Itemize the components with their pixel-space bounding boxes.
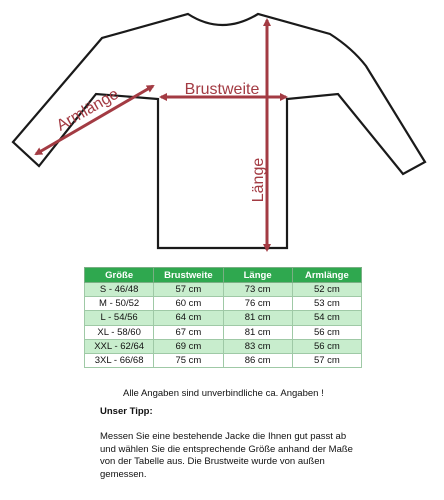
disclaimer-note: Alle Angaben sind unverbindliche ca. Angaben ! — [123, 388, 324, 399]
table-row — [85, 297, 362, 311]
table-cell: 81 cm — [223, 311, 292, 325]
table-cell: 67 cm — [154, 325, 223, 339]
table-cell: 81 cm — [223, 325, 292, 339]
table-row — [85, 325, 362, 339]
header-brustweite: Brustweite — [154, 268, 223, 283]
table-cell: 56 cm — [292, 339, 361, 353]
table-cell: 60 cm — [154, 297, 223, 311]
table-cell: 73 cm — [223, 283, 292, 297]
header-armlaenge: Armlänge — [292, 268, 361, 283]
table-cell: 69 cm — [154, 339, 223, 353]
table-cell: 86 cm — [223, 353, 292, 367]
table-cell: 83 cm — [223, 339, 292, 353]
table-cell: 75 cm — [154, 353, 223, 367]
table-cell: 57 cm — [292, 353, 361, 367]
laenge-label: Länge — [250, 157, 267, 203]
brustweite-label: Brustweite — [184, 81, 260, 98]
table-row — [85, 339, 362, 353]
table-row — [85, 353, 362, 367]
table-header-row — [85, 268, 362, 283]
table-cell: L - 54/56 — [85, 311, 154, 325]
armlaenge-label: Armlänge — [53, 85, 122, 135]
table-cell: 57 cm — [154, 283, 223, 297]
table-cell: 76 cm — [223, 297, 292, 311]
size-table — [84, 267, 362, 368]
table-cell: S - 46/48 — [85, 283, 154, 297]
table-cell: XL - 58/60 — [85, 325, 154, 339]
table-cell: 53 cm — [292, 297, 361, 311]
table-cell: 56 cm — [292, 325, 361, 339]
table-cell: 52 cm — [292, 283, 361, 297]
table-row — [85, 311, 362, 325]
table-cell: 54 cm — [292, 311, 361, 325]
table-cell: M - 50/52 — [85, 297, 154, 311]
table-cell: XXL - 62/64 — [85, 339, 154, 353]
header-laenge: Länge — [223, 268, 292, 283]
tip-heading: Unser Tipp: — [100, 406, 153, 417]
table-cell: 3XL - 66/68 — [85, 353, 154, 367]
tip-text: Messen Sie eine bestehende Jacke die Ihnen gut passt ab und wählen Sie die entsprechende Größe anhand der Maße von der Tabelle aus. Die Brustweite wurde von außen gemessen. — [100, 431, 353, 481]
table-row — [85, 283, 362, 297]
header-groesse: Größe — [85, 268, 154, 283]
table-cell: 64 cm — [154, 311, 223, 325]
